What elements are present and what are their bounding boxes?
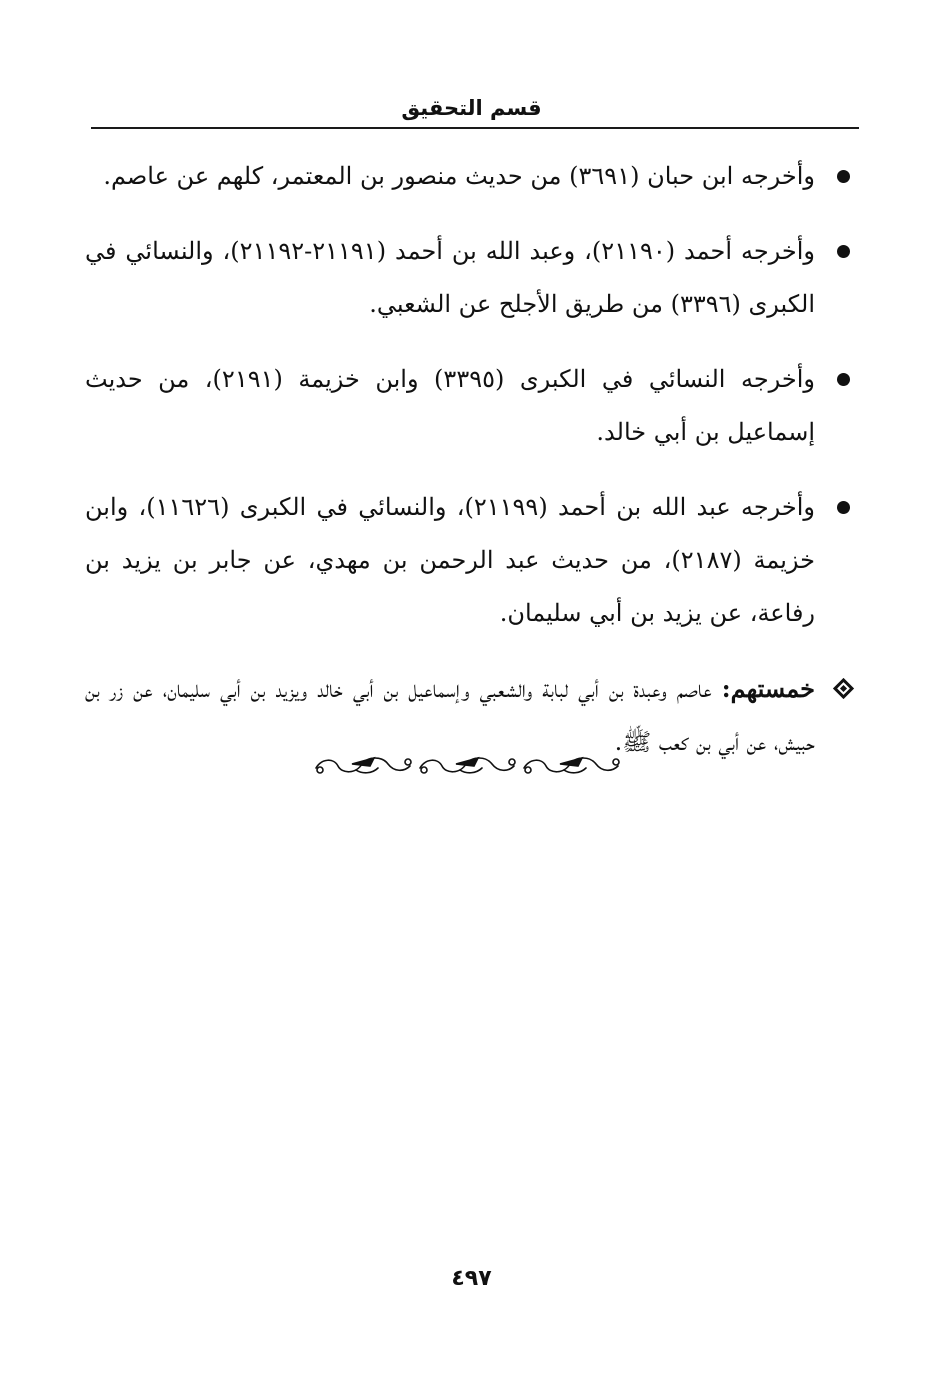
- diamond-icon: [831, 662, 855, 715]
- page-number: ٤٩٧: [451, 1266, 492, 1291]
- citation-entry: [85, 225, 815, 331]
- citation-text: وأخرجه عبد الله بن أحمد (٢١١٩٩)، والنسائي في الكبرى (١١٦٢٦)، وابن خزيمة (٢١٨٧)، من حديث عبد الرحمن بن مهدي، عن جابر بن يزيد بن رفاعة، عن يزيد بن أبي سليمان.: [85, 493, 816, 627]
- citation-entry: [85, 150, 815, 203]
- decorative-divider-icon: [312, 748, 622, 782]
- citation-entry: [85, 353, 815, 459]
- running-header-title: قسم التحقيق: [401, 96, 542, 120]
- page-body: [85, 150, 815, 791]
- citation-text: وأخرجه النسائي في الكبرى (٣٣٩٥) وابن خزيمة (٢١٩١)، من حديث إسماعيل بن أبي خالد.: [85, 365, 815, 446]
- summary-text: عاصم وعبدة بن أبي لبابة والشعبي وإسماعيل بن أبي خالد ويزيد بن أبي سليمان، عن زر بن حبيش، عن أبي بن كعب ﷺ.: [85, 675, 815, 756]
- citation-text: وأخرجه أحمد (٢١١٩٠)، وعبد الله بن أحمد (٢١١٩١-٢١١٩٢)، والنسائي في الكبرى (٣٣٩٦) من طريق الأجلح عن الشعبي.: [85, 237, 815, 318]
- citation-entry: [85, 481, 815, 640]
- header-rule: [91, 127, 859, 129]
- bullet-icon: [831, 481, 855, 534]
- bullet-icon: [831, 353, 855, 406]
- bullet-icon: [831, 150, 855, 203]
- summary-lead: خمستهم:: [721, 674, 815, 703]
- bullet-icon: [831, 225, 855, 278]
- citation-text: وأخرجه ابن حبان (٣٦٩١) من حديث منصور بن المعتمر، كلهم عن عاصم.: [103, 162, 815, 190]
